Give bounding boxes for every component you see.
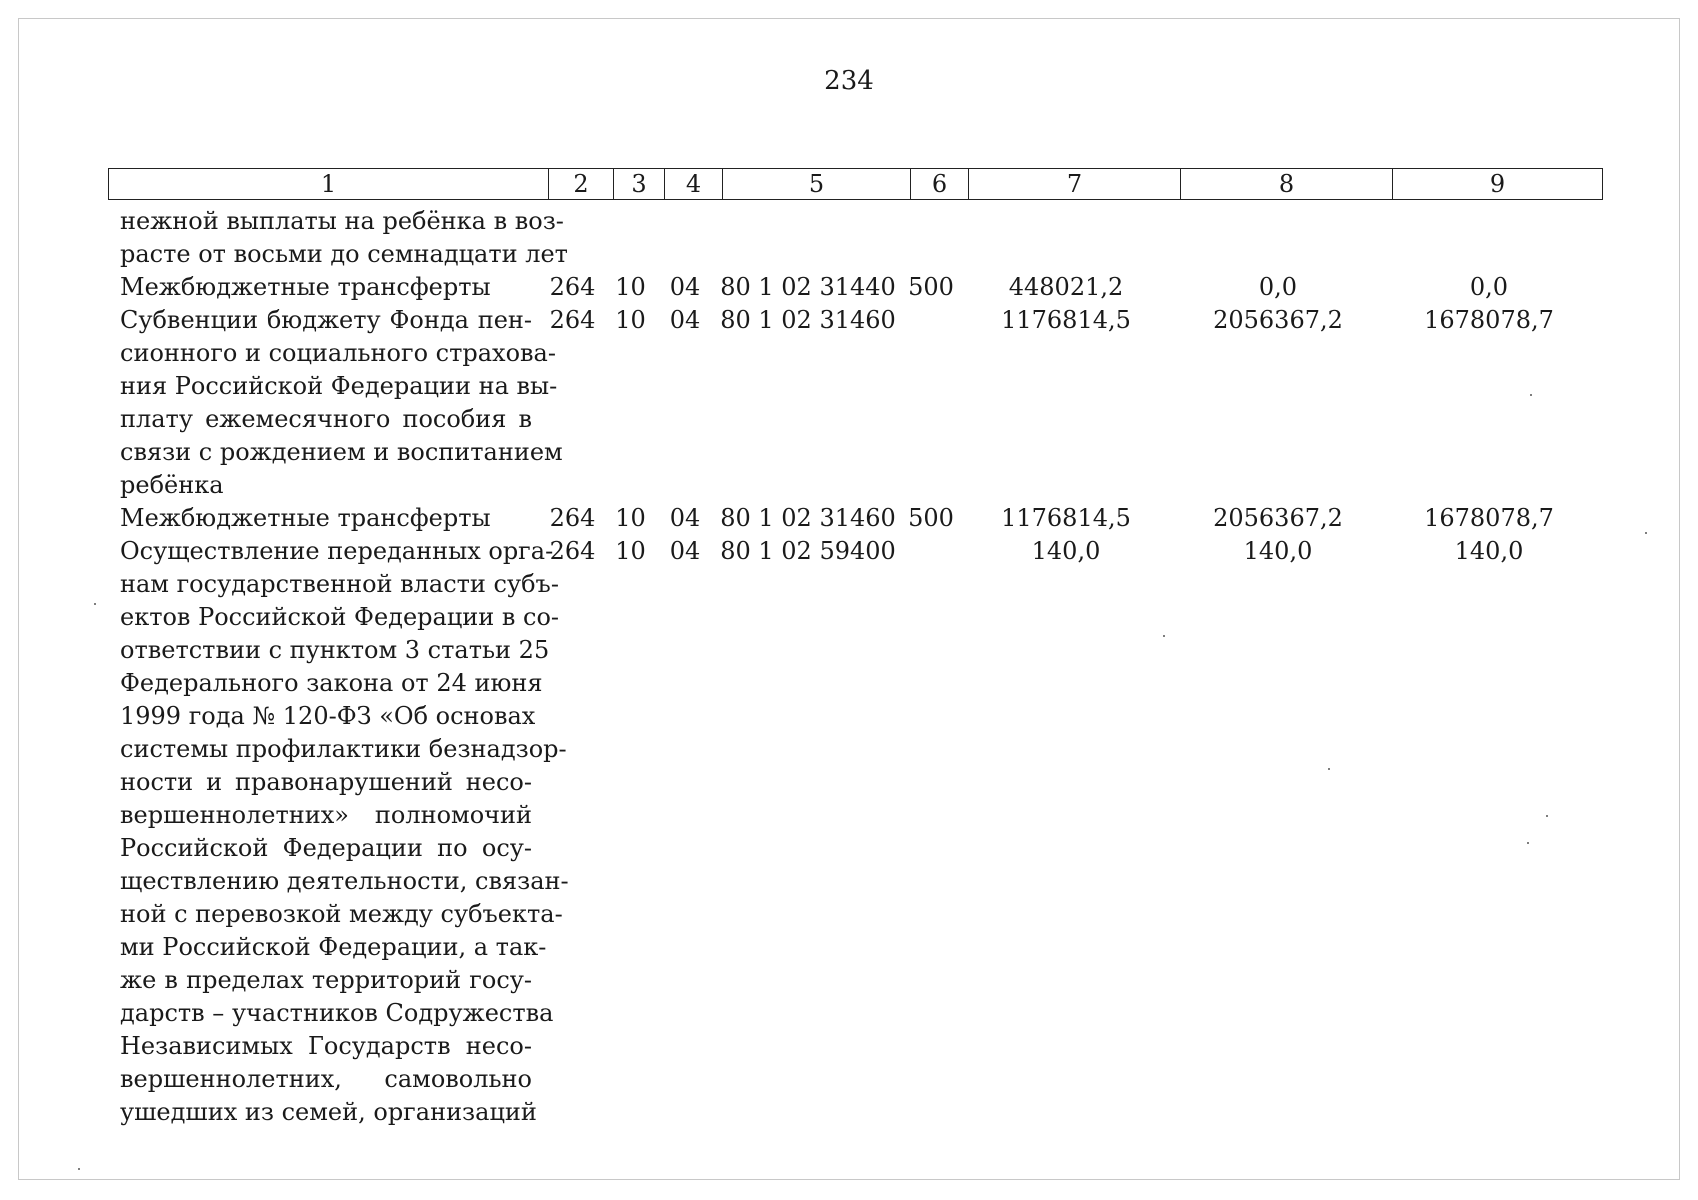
row-description bbox=[108, 304, 563, 502]
scan-speck bbox=[1328, 768, 1330, 770]
table-body bbox=[108, 205, 1596, 1129]
cell-c3: 10 bbox=[615, 273, 646, 301]
scan-speck bbox=[1546, 815, 1548, 817]
header-col-6: 6 bbox=[911, 169, 969, 200]
cell-c2: 264 bbox=[549, 537, 596, 565]
cell-c9: 1678078,7 bbox=[1424, 306, 1554, 334]
description-line: ми Российской Федерации, а так- bbox=[120, 933, 547, 961]
description-line: же в пределах территорий госу- bbox=[120, 966, 532, 994]
cell-c7: 140,0 bbox=[1031, 537, 1101, 565]
description-line: Осуществление переданных орга- bbox=[120, 537, 554, 565]
cell-c6: 500 bbox=[908, 504, 954, 532]
cell-c7: 448021,2 bbox=[1008, 273, 1124, 301]
description-line: ной с перевозкой между субъекта- bbox=[120, 900, 563, 928]
row-description bbox=[108, 502, 540, 535]
description-line: вершеннолетних, самовольно bbox=[120, 1065, 532, 1093]
cell-c3: 10 bbox=[615, 504, 646, 532]
description-line: плату ежемесячного пособия в bbox=[120, 405, 532, 433]
description-line: сионного и социального страхова- bbox=[120, 339, 556, 367]
description-line: Субвенции бюджету Фонда пен- bbox=[120, 306, 532, 334]
description-line: вершеннолетних» полномочий bbox=[120, 801, 532, 829]
row-description bbox=[108, 271, 540, 304]
description-line: нам государственной власти субъ- bbox=[120, 570, 559, 598]
header-col-5: 5 bbox=[723, 169, 911, 200]
cell-c5: 80 1 02 31460 bbox=[720, 504, 896, 532]
description-line: ребёнка bbox=[120, 471, 224, 499]
page-number: 234 bbox=[824, 66, 874, 96]
table-row bbox=[108, 502, 1596, 535]
cell-c8: 140,0 bbox=[1243, 537, 1313, 565]
cell-c4: 04 bbox=[669, 504, 701, 532]
header-col-8: 8 bbox=[1181, 169, 1393, 200]
description-line: ответствии с пунктом 3 статьи 25 bbox=[120, 636, 550, 664]
cell-c2: 264 bbox=[549, 504, 596, 532]
cell-c9: 1678078,7 bbox=[1424, 504, 1554, 532]
description-line: Российской Федерации по осу- bbox=[120, 834, 532, 862]
cell-c4: 04 bbox=[669, 273, 701, 301]
description-line: ществлению деятельности, связан- bbox=[120, 867, 569, 895]
table-header bbox=[108, 168, 1603, 200]
cell-c8: 2056367,2 bbox=[1213, 306, 1343, 334]
cell-c4: 04 bbox=[669, 306, 701, 334]
description-line: нежной выплаты на ребёнка в воз- bbox=[120, 207, 564, 235]
description-line: системы профилактики безнадзор- bbox=[120, 735, 567, 763]
scan-speck bbox=[1530, 394, 1532, 396]
description-line: дарств – участников Содружества bbox=[120, 999, 554, 1027]
description-line: 1999 года № 120-ФЗ «Об основах bbox=[120, 702, 536, 730]
table-row bbox=[108, 535, 1596, 1129]
cell-c9: 140,0 bbox=[1454, 537, 1524, 565]
description-line: Межбюджетные трансферты bbox=[120, 273, 491, 301]
header-col-4: 4 bbox=[665, 169, 723, 200]
row-description bbox=[108, 535, 569, 1129]
cell-c7: 1176814,5 bbox=[1001, 306, 1131, 334]
description-line: ектов Российской Федерации в со- bbox=[120, 603, 560, 631]
header-col-3: 3 bbox=[614, 169, 665, 200]
description-line: Независимых Государств несо- bbox=[120, 1032, 532, 1060]
scan-speck bbox=[78, 1168, 80, 1170]
cell-c5: 80 1 02 31460 bbox=[720, 306, 896, 334]
cell-c3: 10 bbox=[615, 306, 646, 334]
row-description bbox=[108, 205, 568, 271]
cell-c2: 264 bbox=[549, 273, 596, 301]
table-row bbox=[108, 271, 1596, 304]
description-line: связи с рождением и воспитанием bbox=[120, 438, 563, 466]
scan-speck bbox=[94, 603, 96, 605]
scan-speck bbox=[1163, 635, 1165, 637]
scan-speck bbox=[1527, 842, 1529, 844]
header-col-2: 2 bbox=[549, 169, 614, 200]
cell-c5: 80 1 02 31440 bbox=[720, 273, 896, 301]
description-line: ности и правонарушений несо- bbox=[120, 768, 532, 796]
header-col-1: 1 bbox=[109, 169, 549, 200]
cell-c2: 264 bbox=[549, 306, 596, 334]
cell-c8: 0,0 bbox=[1258, 273, 1298, 301]
cell-c7: 1176814,5 bbox=[1001, 504, 1131, 532]
cell-c5: 80 1 02 59400 bbox=[720, 537, 896, 565]
cell-c8: 2056367,2 bbox=[1213, 504, 1343, 532]
description-line: Федерального закона от 24 июня bbox=[120, 669, 543, 697]
cell-c9: 0,0 bbox=[1469, 273, 1509, 301]
header-col-9: 9 bbox=[1393, 169, 1603, 200]
table-row bbox=[108, 304, 1596, 502]
description-line: расте от восьми до семнадцати лет bbox=[120, 240, 568, 268]
description-line: Межбюджетные трансферты bbox=[120, 504, 491, 532]
scan-speck bbox=[1645, 532, 1647, 534]
description-line: ушедших из семей, организаций bbox=[120, 1098, 537, 1126]
description-line: ния Российской Федерации на вы- bbox=[120, 372, 558, 400]
cell-c4: 04 bbox=[669, 537, 701, 565]
header-col-7: 7 bbox=[969, 169, 1181, 200]
table-row bbox=[108, 205, 1596, 271]
cell-c3: 10 bbox=[615, 537, 646, 565]
cell-c6: 500 bbox=[908, 273, 954, 301]
